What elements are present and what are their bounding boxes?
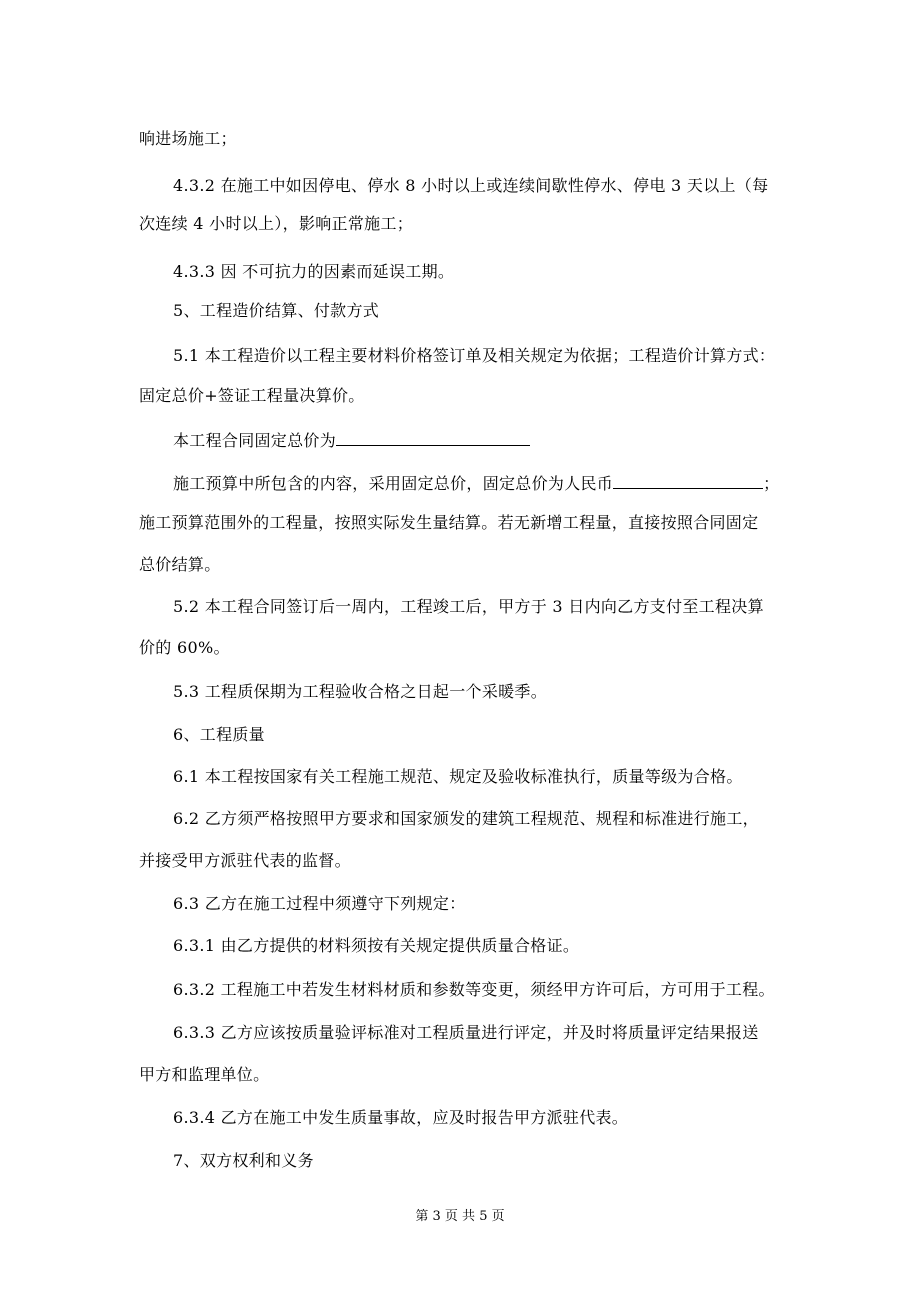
paragraph-line: 施工预算范围外的工程量，按照实际发生量结算。若无新增工程量，直接按照合同固定 — [139, 513, 759, 532]
section-heading-7: 7、双方权利和义务 — [173, 1151, 314, 1170]
clause-6-2: 6.2 乙方须严格按照甲方要求和国家颁发的建筑工程规范、规程和标准进行施工， — [173, 809, 759, 828]
clause-5-3: 5.3 工程质保期为工程验收合格之日起一个采暖季。 — [173, 682, 548, 701]
clause-6-3: 6.3 乙方在施工过程中须遵守下列规定： — [173, 894, 466, 913]
section-heading-5: 5、工程造价结算、付款方式 — [173, 301, 380, 320]
page-number: 第 3 页 共 5 页 — [415, 1209, 505, 1224]
paragraph-line: 并接受甲方派驻代表的监督。 — [139, 851, 351, 870]
rmb-amount-blank — [613, 472, 763, 489]
clause-5-2: 5.2 本工程合同签订后一周内，工程竣工后，甲方于 3 日内向乙方支付至工程决算 — [173, 597, 764, 616]
section-heading-6: 6、工程质量 — [173, 725, 265, 744]
clause-6-3-3: 6.3.3 乙方应该按质量验评标准对工程质量进行评定，并及时将质量评定结果报送 — [173, 1023, 759, 1042]
paragraph-line: 次连续 4 小时以上），影响正常施工； — [139, 214, 414, 233]
clause-4-3-2: 4.3.2 在施工中如因停电、停水 8 小时以上或连续间歇性停水、停电 3 天以上（每 — [173, 176, 769, 195]
paragraph-line: 甲方和监理单位。 — [139, 1065, 270, 1084]
page-footer — [0, 1209, 920, 1225]
paragraph-line: 固定总价+签证工程量决算价。 — [139, 386, 365, 405]
clause-6-3-4: 6.3.4 乙方在施工中发生质量事故，应及时报告甲方派驻代表。 — [173, 1108, 629, 1127]
paragraph-line: 响进场施工； — [139, 129, 237, 148]
clause-5-1: 5.1 本工程造价以工程主要材料价格签订单及相关规定为依据；工程造价计算方式： — [173, 346, 776, 365]
fixed-total-price-line: 本工程合同固定总价为 — [173, 429, 530, 451]
clause-6-1: 6.1 本工程按国家有关工程施工规范、规定及验收标准执行，质量等级为合格。 — [173, 767, 743, 786]
clause-6-3-1: 6.3.1 由乙方提供的材料须按有关规定提供质量合格证。 — [173, 936, 580, 955]
fixed-total-price-blank — [336, 429, 530, 446]
clause-4-3-3: 4.3.3 因 不可抗力的因素而延误工期。 — [173, 262, 455, 281]
budget-price-line: 施工预算中所包含的内容，采用固定总价，固定总价为人民币 ； — [173, 474, 780, 493]
paragraph-line: 总价结算。 — [139, 555, 221, 574]
clause-6-3-2: 6.3.2 工程施工中若发生材料材质和参数等变更，须经甲方许可后，方可用于工程。 — [173, 980, 775, 999]
paragraph-line: 价的 60%。 — [139, 638, 230, 657]
